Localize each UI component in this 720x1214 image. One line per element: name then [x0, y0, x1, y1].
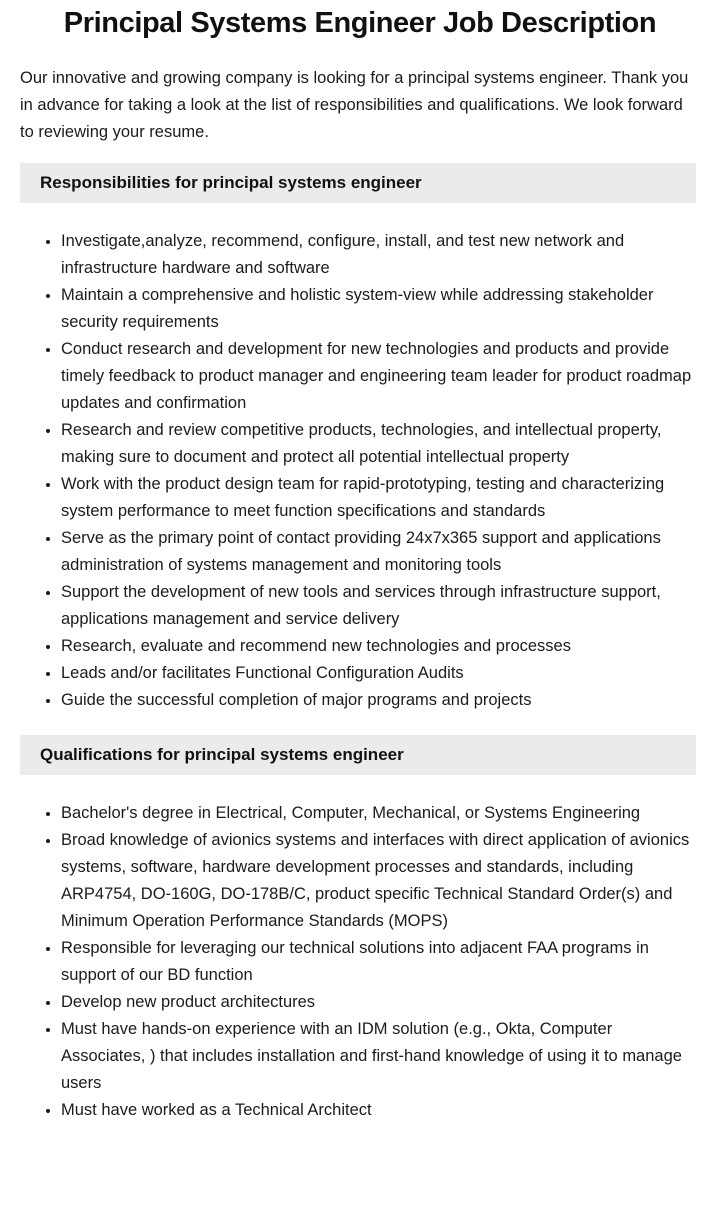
responsibilities-heading: Responsibilities for principal systems engineer — [20, 163, 696, 203]
intro-paragraph: Our innovative and growing company is looking for a principal systems engineer. Thank you in advance for taking a look at the list of responsibilities and qualifications. We look forward to reviewing your resume. — [20, 69, 689, 141]
list-item: • Bachelor's degree in Electrical, Computer, Mechanical, or Systems Engineering — [61, 800, 695, 827]
responsibilities-section — [0, 163, 720, 714]
qualifications-section — [0, 735, 720, 1124]
list-item: • Leads and/or facilitates Functional Configuration Audits — [61, 660, 695, 687]
list-item: • Must have hands-on experience with an IDM solution (e.g., Okta, Computer Associates, ) that includes installation and first-hand knowledge of using it to manage users — [61, 1016, 695, 1097]
qualifications-list — [20, 800, 695, 1124]
list-item: • Develop new product architectures — [61, 989, 695, 1016]
page-title: Principal Systems Engineer Job Description — [63, 7, 657, 39]
qualifications-heading: Qualifications for principal systems engineer — [20, 735, 696, 775]
list-item: • Work with the product design team for rapid-prototyping, testing and characterizing system performance to meet function specifications and standards — [61, 471, 695, 525]
list-item: • Responsible for leveraging our technical solutions into adjacent FAA programs in support of our BD function — [61, 935, 695, 989]
list-item: • Broad knowledge of avionics systems and interfaces with direct application of avionics systems, software, hardware development processes and standards, including ARP4754, DO-160G, DO-178B/C, product specific Technical Standard Order(s) and Minimum Operation Performance Standards (MOPS) — [61, 827, 695, 935]
responsibilities-list — [20, 228, 695, 714]
list-item: • Support the development of new tools and services through infrastructure support, applications management and service delivery — [61, 579, 695, 633]
list-item: • Serve as the primary point of contact providing 24x7x365 support and applications administration of systems management and monitoring tools — [61, 525, 695, 579]
list-item: • Maintain a comprehensive and holistic system-view while addressing stakeholder security requirements — [61, 282, 695, 336]
list-item: • Guide the successful completion of major programs and projects — [61, 687, 695, 714]
list-item: • Must have worked as a Technical Architect — [61, 1097, 695, 1124]
list-item: • Research, evaluate and recommend new technologies and processes — [61, 633, 695, 660]
list-item: • Research and review competitive products, technologies, and intellectual property, making sure to document and protect all potential intellectual property — [61, 417, 695, 471]
list-item: • Conduct research and development for new technologies and products and provide timely feedback to product manager and engineering team leader for product roadmap updates and confirmation — [61, 336, 695, 417]
list-item: • Investigate,analyze, recommend, configure, install, and test new network and infrastructure hardware and software — [61, 228, 695, 282]
